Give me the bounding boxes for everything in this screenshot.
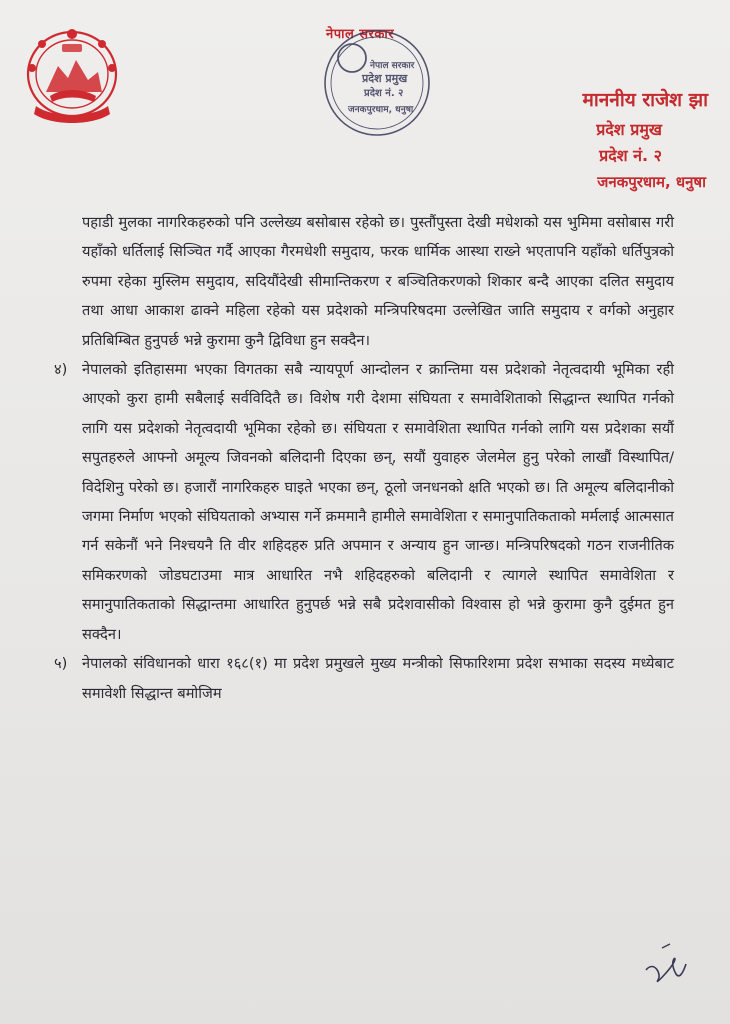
paragraph-5-text: नेपालको संविधानको धारा १६८(१) मा प्रदेश प्रमुखले मुख्य मन्त्रीको सिफारिशमा प्रदेश सभाका सदस्य मध्येबाट समावेशी सिद्धान्त बमोजिम: [82, 655, 674, 702]
paragraph-4: [40, 355, 674, 649]
paragraph-4-number: ४): [54, 361, 68, 379]
paragraph-4-text: नेपालको इतिहासमा भएका विगतका सबै न्यायपूर्ण आन्दोलन र क्रान्तिमा यस प्रदेशको नेतृत्वदायी भूमिका रही आएको कुरा हामी सबैलाई सर्वविदितै छ। विशेष गरी देशमा संघियता र समावेशिताको सिद्धान्त स्थापित गर्नको लागि यस प्रदेशको नेतृत्वदायी भूमिका रहेको छ। संघियता र समावेशिता स्थापित गर्नको लागि यस प्रदेशका सयौं सपुतहरुले आफ्नो अमूल्य जिवनको बलिदानी दिएका छन्, सयौं युवाहरु जेलमेल हुनु परेको लाखौं विस्थापित/विदेशिनु परेको छ। हजारौं नागरिकहरु घाइते भएका छन्, ठूलो जनधनको क्षति भएको छ। ति अमूल्य बलिदानीको जगमा निर्माण भएको संघियताको अभ्यास गर्ने क्रममानै हामीले समावेशिता र समानुपातिकताको मर्मलाई आत्मसात गर्न सकेनौं भने निश्चयनै ति वीर शहिदहरु प्रति अपमान र अन्याय हुन जान्छ। मन्त्रिपरिषदको गठन राजनीतिक समिकरणको जोडघटाउमा मात्र आधारित नभै शहिदहरुको बलिदानी र त्यागले स्थापित समावेशिता र समानुपातिकताको सिद्धान्तमा आधारित हुनुपर्छ भन्ने सबै प्रदेशवासीको विश्वास हो भन्ने कुरामा कुनै दुईमत हुन सक्दैन।: [82, 361, 674, 643]
sender-location: जनकपुरधाम, धनुषा: [597, 173, 706, 191]
paragraph-5-number: ५): [54, 655, 68, 673]
sender-title: प्रदेश प्रमुख: [596, 120, 662, 139]
paragraph-5: [40, 649, 674, 708]
stamp-line-2: प्रदेश प्रमुख: [362, 72, 408, 85]
office-seal-stamp: [318, 24, 436, 142]
letter-body: [40, 208, 674, 708]
stamp-header-text: नेपाल सरकार: [326, 27, 395, 42]
nepal-government-emblem: [18, 22, 126, 128]
letterhead-sender: [582, 86, 708, 192]
stamp-line-3: प्रदेश नं. २: [364, 88, 404, 99]
stamp-line-4: जनकपुरधाम, धनुषा: [348, 105, 414, 115]
sender-province: प्रदेश नं. २: [599, 146, 662, 165]
paragraph-intro: पहाडी मुलका नागरिकहरुको पनि उल्लेख्य बसोबास रहेको छ। पुस्तौंपुस्ता देखी मधेशको यस भुमिमा वसोबास गरी यहाँको धर्तिलाई सिञ्चित गर्दै आएका गैरमधेशी समुदाय, फरक धार्मिक आस्था राख्ने भएतापनि यहाँको धर्तिपुत्रको रुपमा रहेका मुस्लिम समुदाय, सदियौंदेखी सीमान्तिकरण र बञ्चितिकरणको शिकार बन्दै आएका दलित समुदाय तथा आधा आकाश ढाक्ने महिला रहेको यस प्रदेशको मन्त्रिपरिषदमा उल्लेखित जाति समुदाय र वर्गको अनुहार प्रतिबिम्बित हुनुपर्छ भन्ने कुरामा कुनै द्विविधा हुन सक्दैन।: [82, 214, 674, 349]
sender-name: माननीय राजेश झा: [582, 89, 708, 111]
stamp-line-1: नेपाल सरकार: [370, 61, 415, 71]
handwritten-initials: [640, 940, 690, 988]
